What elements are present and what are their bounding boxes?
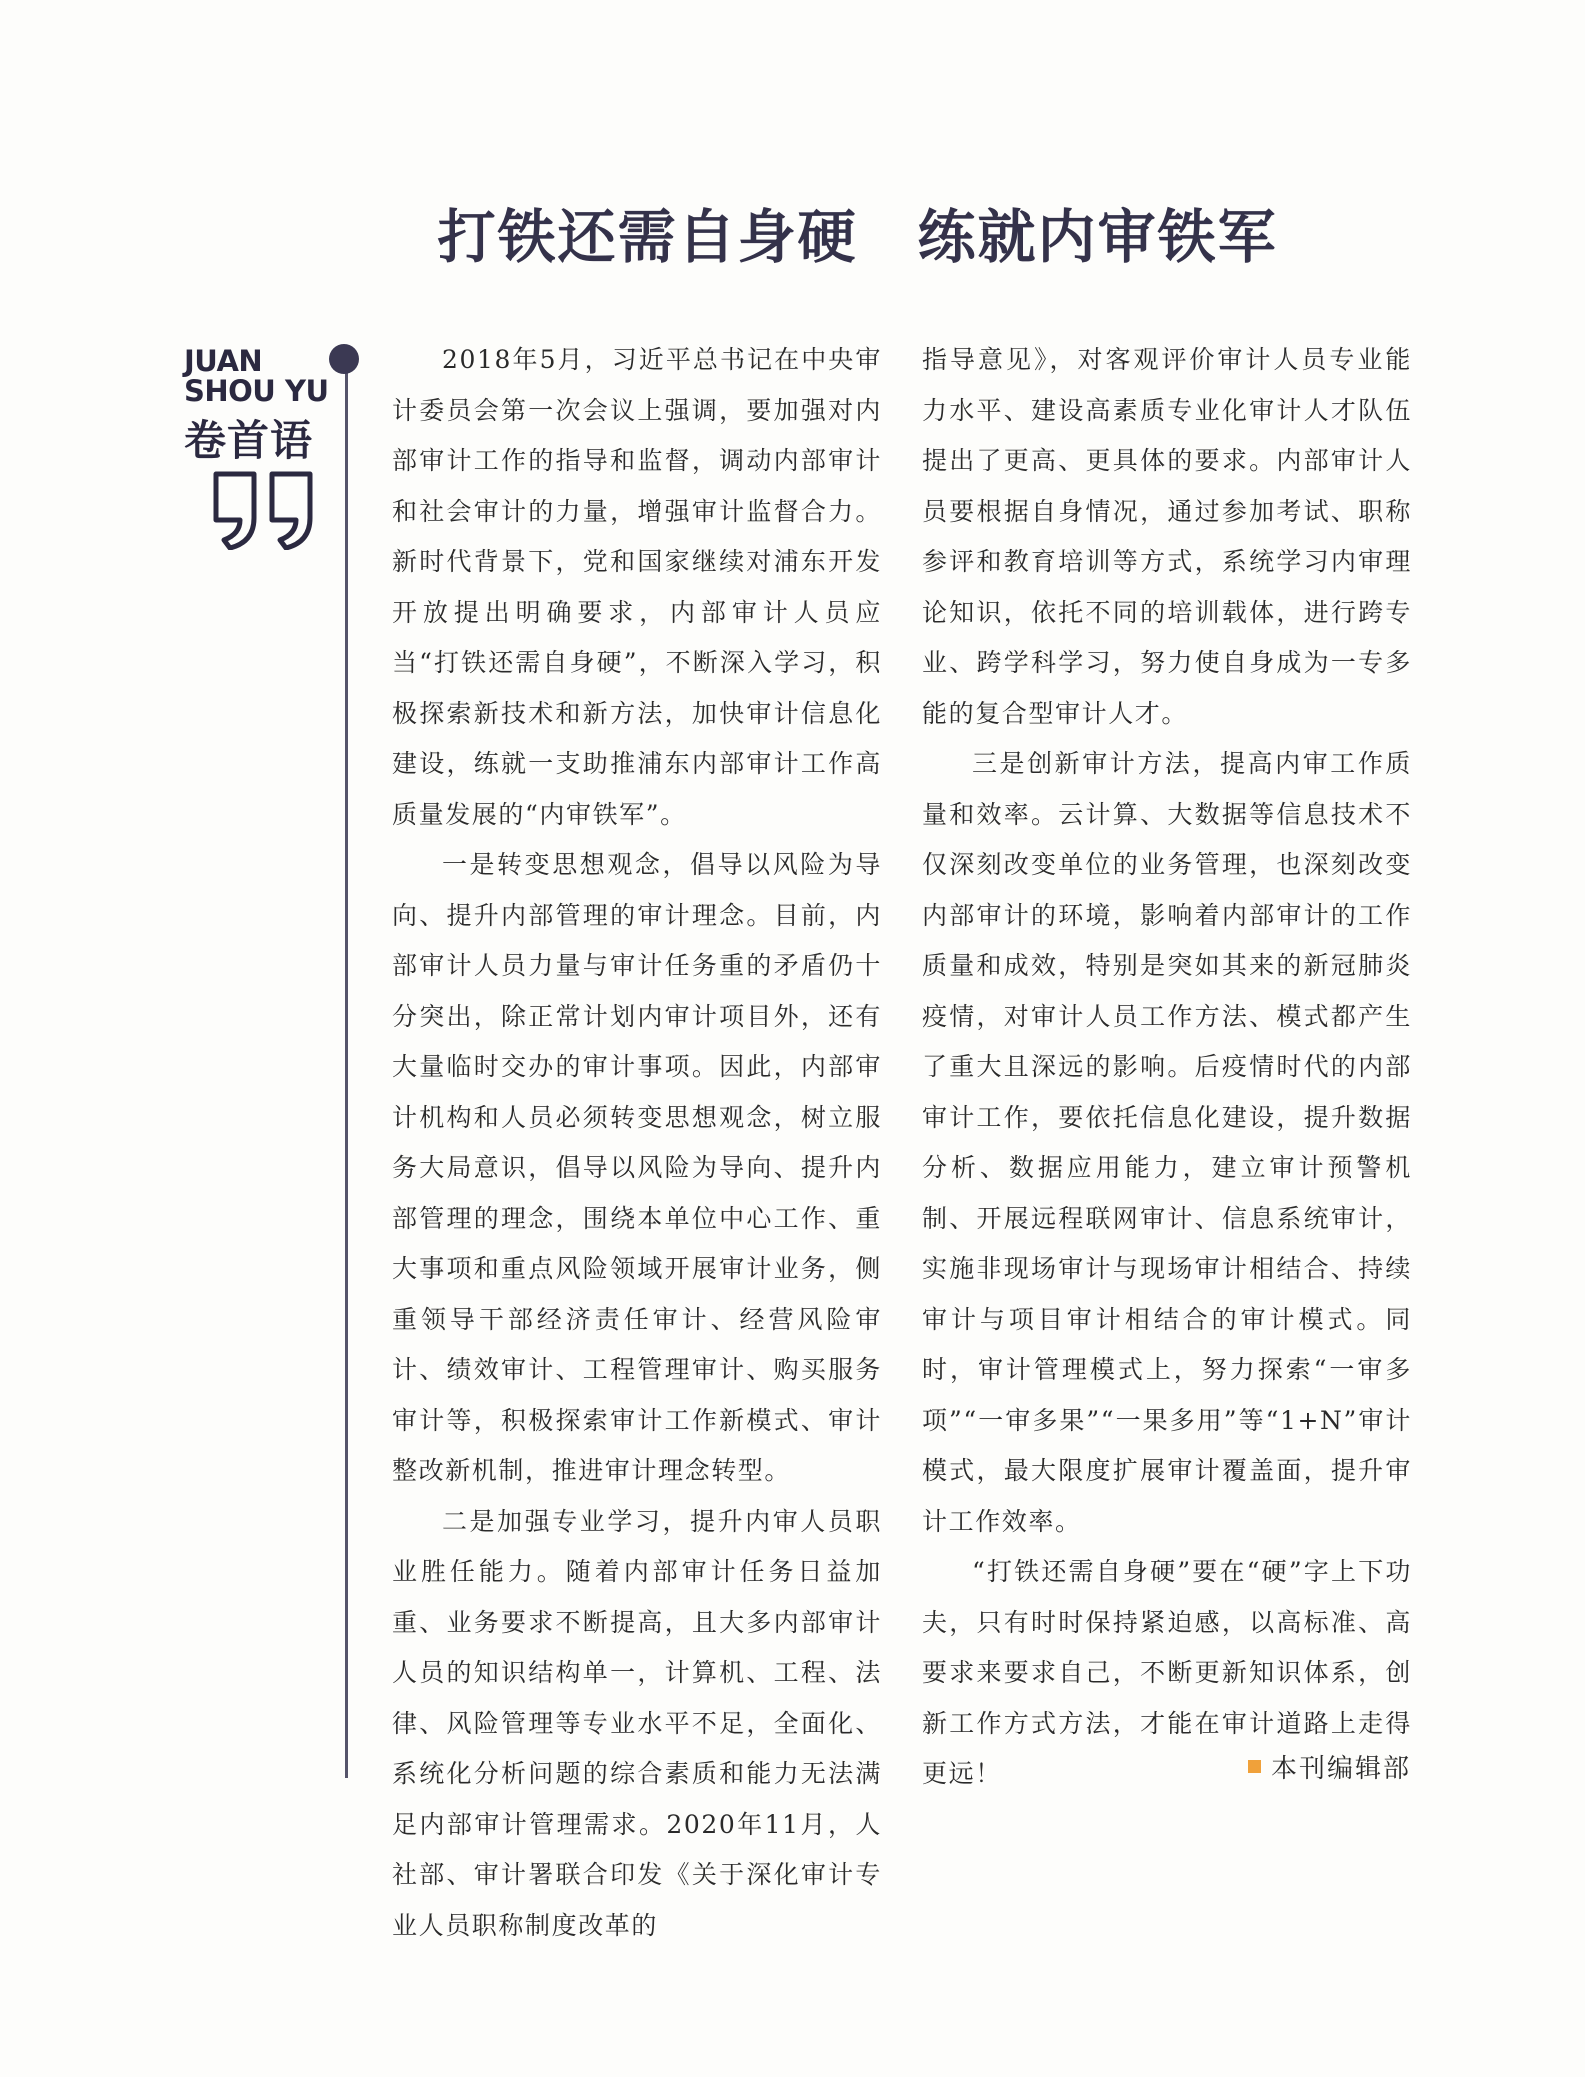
quote-mark-icon xyxy=(210,470,320,554)
orange-square-icon xyxy=(1248,1760,1261,1773)
article-title: 打铁还需自身硬 练就内审铁军 xyxy=(437,203,1278,271)
left-column xyxy=(392,335,882,1951)
paragraph-conclusion: “打铁还需自身硬”要在“硬”字上下功夫，只有时时保持紧迫感，以高标准、高要求来要求自己，不断更新知识体系，创新工作方式方法，才能在审计道路上走得更远！ xyxy=(922,1557,1412,1788)
signoff-text: 本刊编辑部 xyxy=(1271,1754,1412,1784)
divider-dot xyxy=(329,344,359,374)
vertical-divider xyxy=(345,358,348,1778)
paragraph-intro: 2018年5月，习近平总书记在中央审计委员会第一次会议上强调，要加强对内部审计工作的指导和监督，调动内部审计和社会审计的力量，增强审计监督合力。新时代背景下，党和国家继续对浦东开发开放提出明确要求，内部审计人员应当“打铁还需自身硬”，不断深入学习，积极探索新技术和新方法，加快审计信息化建设，练就一支助推浦东内部审计工作高质量发展的“内审铁军”。 xyxy=(392,345,882,829)
paragraph-point-one: 一是转变思想观念，倡导以风险为导向、提升内部管理的审计理念。目前，内部审计人员力量与审计任务重的矛盾仍十分突出，除正常计划内审计项目外，还有大量临时交办的审计事项。因此，内部审计机构和人员必须转变思想观念，树立服务大局意识，倡导以风险为导向、提升内部管理的理念，围绕本单位中心工作、重大事项和重点风险领域开展审计业务，侧重领导干部经济责任审计、经营风险审计、绩效审计、工程管理审计、购买服务审计等，积极探索审计工作新模式、审计整改新机制，推进审计理念转型。 xyxy=(392,850,882,1485)
section-pinyin-line2: SHOU YU xyxy=(184,374,329,408)
right-column xyxy=(922,335,1412,1800)
section-pinyin-line1: JUAN xyxy=(184,344,263,378)
section-header xyxy=(184,346,334,468)
paragraph-point-three: 三是创新审计方法，提高内审工作质量和效率。云计算、大数据等信息技术不仅深刻改变单位的业务管理，也深刻改变内部审计的环境，影响着内部审计的工作质量和成效，特别是突如其来的新冠肺炎疫情，对审计人员工作方法、模式都产生了重大且深远的影响。后疫情时代的内部审计工作，要依托信息化建设，提升数据分析、数据应用能力，建立审计预警机制、开展远程联网审计、信息系统审计，实施非现场审计与现场审计相结合、持续审计与项目审计相结合的审计模式。同时，审计管理模式上，努力探索“一审多项”“一审多果”“一果多用”等“1+N”审计模式，最大限度扩展审计覆盖面，提升审计工作效率。 xyxy=(922,749,1412,1536)
paragraph-point-two: 二是加强专业学习，提升内审人员职业胜任能力。随着内部审计任务日益加重、业务要求不断提高，且大多内部审计人员的知识结构单一，计算机、工程、法律、风险管理等专业水平不足，全面化、系统化分析问题的综合素质和能力无法满足内部审计管理需求。2020年11月，人社部、审计署联合印发《关于深化审计专业人员职称制度改革的 xyxy=(392,1506,882,1940)
section-name: 卷首语 xyxy=(184,416,314,465)
paragraph-point-two-continued: 指导意见》，对客观评价审计人员专业能力水平、建设高素质专业化审计人才队伍提出了更高、更具体的要求。内部审计人员要根据自身情况，通过参加考试、职称参评和教育培训等方式，系统学习内审理论知识，依托不同的培训载体，进行跨专业、跨学科学习，努力使自身成为一专多能的复合型审计人才。 xyxy=(922,345,1412,728)
signoff xyxy=(1248,1748,1411,1785)
